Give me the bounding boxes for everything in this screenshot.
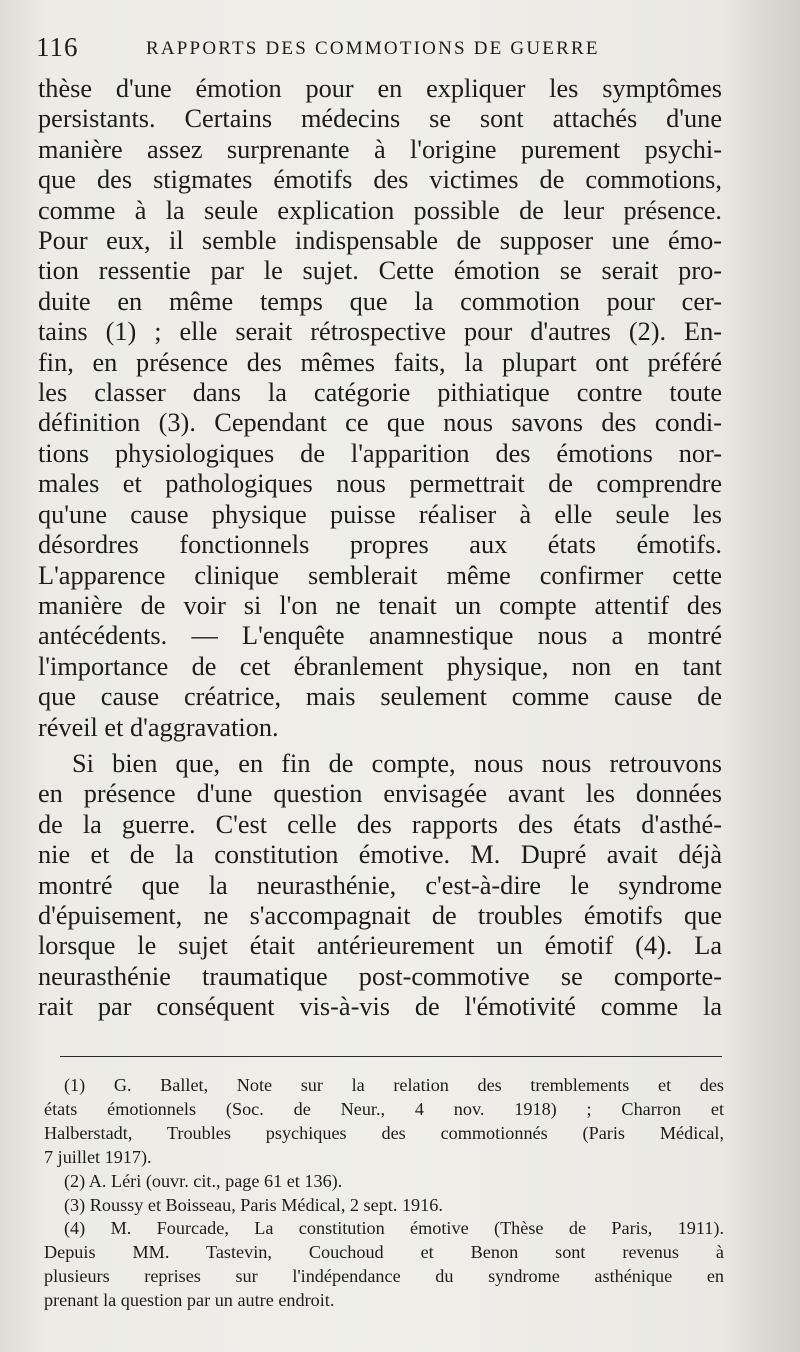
footnote-divider	[60, 1056, 722, 1057]
footnote-line: Halberstadt, Troubles psychiques des commotionnés (Paris Médical,	[44, 1122, 724, 1143]
text-line: de la guerre. C'est celle des rapports des états d'asthé-	[38, 809, 722, 839]
text-line: montré que la neurasthénie, c'est-à-dire le syndrome	[38, 870, 722, 900]
text-line: persistants. Certains médecins se sont attachés d'une	[38, 104, 722, 134]
text-line: définition (3). Cependant ce que nous savons des condi-	[38, 408, 722, 438]
text-line: que des stigmates émotifs des victimes de commotions,	[38, 165, 722, 195]
text-line: manière de voir si l'on ne tenait un compte attentif des	[38, 590, 722, 620]
text-line: rait par conséquent vis-à-vis de l'émotivité comme la	[38, 992, 722, 1022]
running-head: RAPPORTS DES COMMOTIONS DE GUERRE	[146, 38, 600, 59]
paragraph	[38, 749, 722, 1023]
footnote-line: (1) G. Ballet, Note sur la relation des tremblements et des	[64, 1075, 724, 1095]
text-line: en présence d'une question envisagée avant les données	[38, 779, 722, 809]
paragraph	[38, 74, 722, 743]
footnote-line: prenant la question par un autre endroit.	[44, 1290, 335, 1311]
footnotes	[44, 1074, 724, 1313]
text-line: antécédents. — L'enquête anamnestique nous a montré	[38, 621, 722, 651]
footnote-line: (4) M. Fourcade, La constitution émotive (Thèse de Paris, 1911).	[64, 1218, 724, 1239]
body-text	[38, 74, 722, 1023]
text-line: manière assez surprenante à l'origine purement psychi-	[38, 134, 722, 164]
footnote-line: Depuis MM. Tastevin, Couchoud et Benon sont revenus à	[44, 1242, 724, 1263]
text-line: males et pathologiques nous permettrait de comprendre	[38, 469, 722, 499]
text-line: lorsque le sujet était antérieurement un émotif (4). La	[38, 931, 722, 961]
text-line: tions physiologiques de l'apparition des émotions nor-	[38, 438, 722, 468]
page-number: 116	[36, 32, 79, 62]
text-line: l'importance de cet ébranlement physique, non en tant	[38, 651, 722, 681]
text-line: comme à la seule explication possible de leur présence.	[38, 195, 722, 225]
text-line: réveil et d'aggravation.	[38, 712, 279, 742]
text-line: Pour eux, il semble indispensable de supposer une émo-	[38, 226, 722, 256]
text-line: duite en même temps que la commotion pour cer-	[38, 286, 722, 316]
footnote	[44, 1074, 724, 1170]
text-line: neurasthénie traumatique post-commotive se comporte-	[38, 961, 722, 991]
page-header	[36, 30, 740, 70]
text-line: tion ressentie par le sujet. Cette émotion se serait pro-	[38, 256, 722, 286]
text-line: d'épuisement, ne s'accompagnait de troubles émotifs que	[38, 900, 722, 930]
text-line: désordres fonctionnels propres aux états émotifs.	[38, 530, 722, 560]
footnote	[44, 1194, 724, 1218]
text-line: qu'une cause physique puisse réaliser à elle seule les	[38, 499, 722, 529]
footnote-line: (2) A. Léri (ouvr. cit., page 61 et 136).	[64, 1170, 343, 1191]
footnote	[44, 1170, 724, 1194]
text-line: thèse d'une émotion pour en expliquer les symptômes	[38, 74, 722, 103]
text-line: L'apparence clinique semblerait même confirmer cette	[38, 560, 722, 590]
text-line: que cause créatrice, mais seulement comme cause de	[38, 682, 722, 712]
text-line: Si bien que, en fin de compte, nous nous retrouvons	[72, 748, 722, 778]
footnote-line: (3) Roussy et Boisseau, Paris Médical, 2 sept. 1916.	[64, 1194, 443, 1215]
text-line: fin, en présence des mêmes faits, la plupart ont préféré	[38, 347, 722, 377]
text-line: les classer dans la catégorie pithiatique contre toute	[38, 378, 722, 408]
footnote-line: plusieurs reprises sur l'indépendance du syndrome asthénique en	[44, 1266, 724, 1287]
footnote-line: 7 juillet 1917).	[44, 1146, 152, 1167]
text-line: tains (1) ; elle serait rétrospective pour d'autres (2). En-	[38, 317, 722, 347]
text-line: nie et de la constitution émotive. M. Dupré avait déjà	[38, 840, 722, 870]
footnote	[44, 1217, 724, 1313]
footnote-line: états émotionnels (Soc. de Neur., 4 nov. 1918) ; Charron et	[44, 1098, 724, 1119]
